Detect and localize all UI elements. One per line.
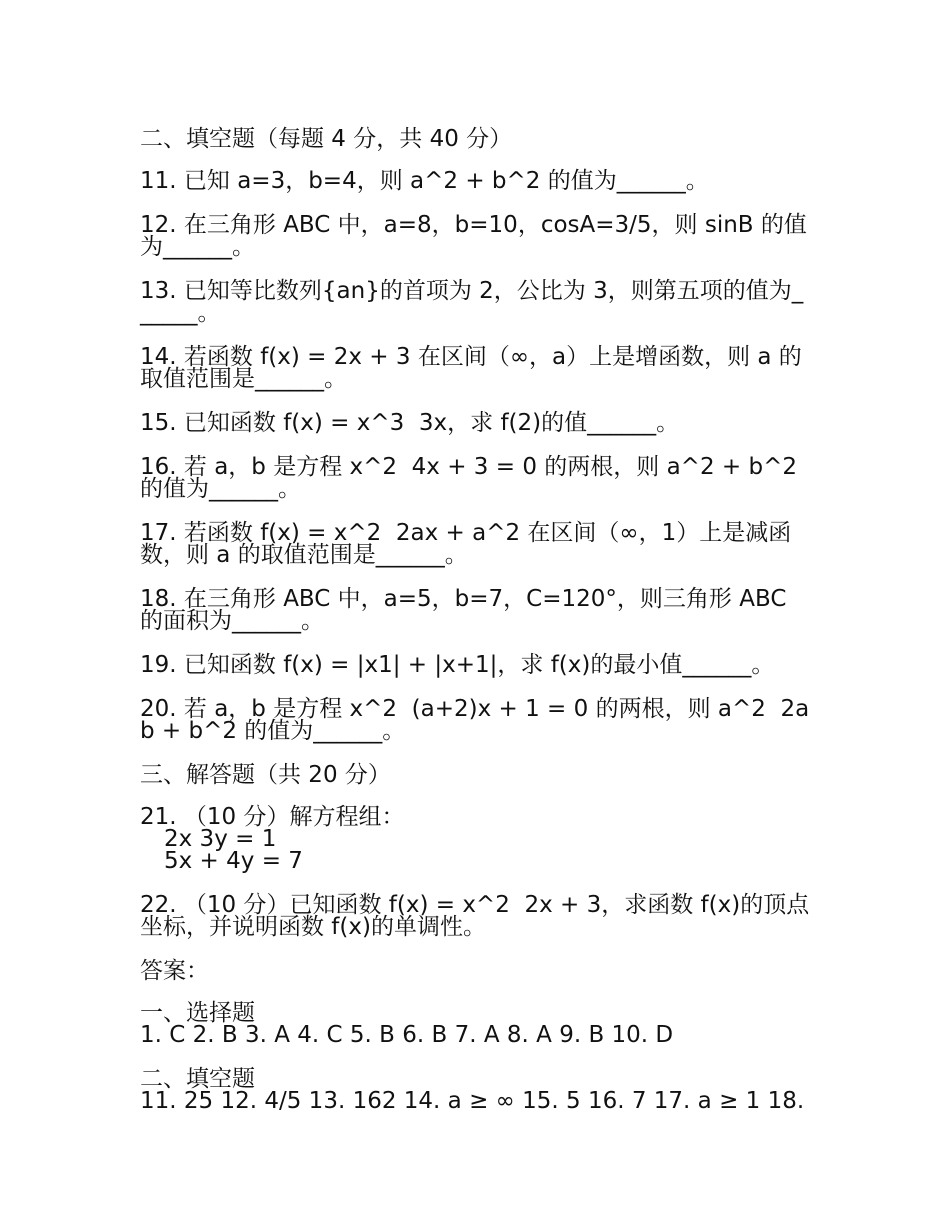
equation-system bbox=[140, 828, 810, 872]
document-page bbox=[140, 128, 810, 1112]
answers-choice-title: 一、选择题 bbox=[140, 1000, 255, 1026]
question-16: 16. 若 a，b 是方程 x^2 4x + 3 = 0 的两根，则 a^2 + b^2 的值为______。 bbox=[140, 454, 805, 502]
question-14: 14. 若函数 f(x) = 2x + 3 在区间（∞，a）上是增函数，则 a 的取值范围是______。 bbox=[140, 344, 802, 392]
question-20: 20. 若 a，b 是方程 x^2 (a+2)x + 1 = 0 的两根，则 a^2 2ab + b^2 的值为______。 bbox=[140, 696, 810, 744]
question-13: 13. 已知等比数列{an}的首项为 2，公比为 3，则第五项的值为______。 bbox=[140, 278, 804, 326]
question-19: 19. 已知函数 f(x) = |x1| + |x+1|，求 f(x)的最小值______。 bbox=[140, 652, 775, 678]
answers-fill-title: 二、填空题 bbox=[140, 1066, 255, 1092]
answers-fill: 11. 25 12. 4/5 13. 162 14. a ≥ ∞ 15. 5 16. 7 17. a ≥ 1 18. bbox=[140, 1088, 805, 1114]
equation-2: 5x + 4y = 7 bbox=[164, 848, 303, 874]
solve-section-title: 三、解答题（共 20 分） bbox=[140, 762, 391, 788]
question-22: 22. （10 分）已知函数 f(x) = x^2 2x + 3，求函数 f(x)的顶点坐标，并说明函数 f(x)的单调性。 bbox=[140, 892, 810, 940]
fill-section-title: 二、填空题（每题 4 分，共 40 分） bbox=[140, 126, 513, 152]
question-17: 17. 若函数 f(x) = x^2 2ax + a^2 在区间（∞，1）上是减函数，则 a 的取值范围是______。 bbox=[140, 520, 792, 568]
question-18: 18. 在三角形 ABC 中，a=5，b=7，C=120°，则三角形 ABC 的面积为______。 bbox=[140, 586, 794, 634]
equation-1: 2x 3y = 1 bbox=[164, 826, 277, 852]
question-15: 15. 已知函数 f(x) = x^3 3x，求 f(2)的值______。 bbox=[140, 410, 680, 436]
question-21: 21. （10 分）解方程组： bbox=[140, 804, 405, 830]
question-11: 11. 已知 a=3，b=4，则 a^2 + b^2 的值为______。 bbox=[140, 168, 709, 194]
answers-choice: 1. C 2. B 3. A 4. C 5. B 6. B 7. A 8. A 9. B 10. D bbox=[140, 1022, 674, 1048]
answers-title: 答案： bbox=[140, 958, 209, 984]
question-12: 12. 在三角形 ABC 中，a=8，b=10，cosA=3/5，则 sinB 的值为______。 bbox=[140, 212, 807, 260]
